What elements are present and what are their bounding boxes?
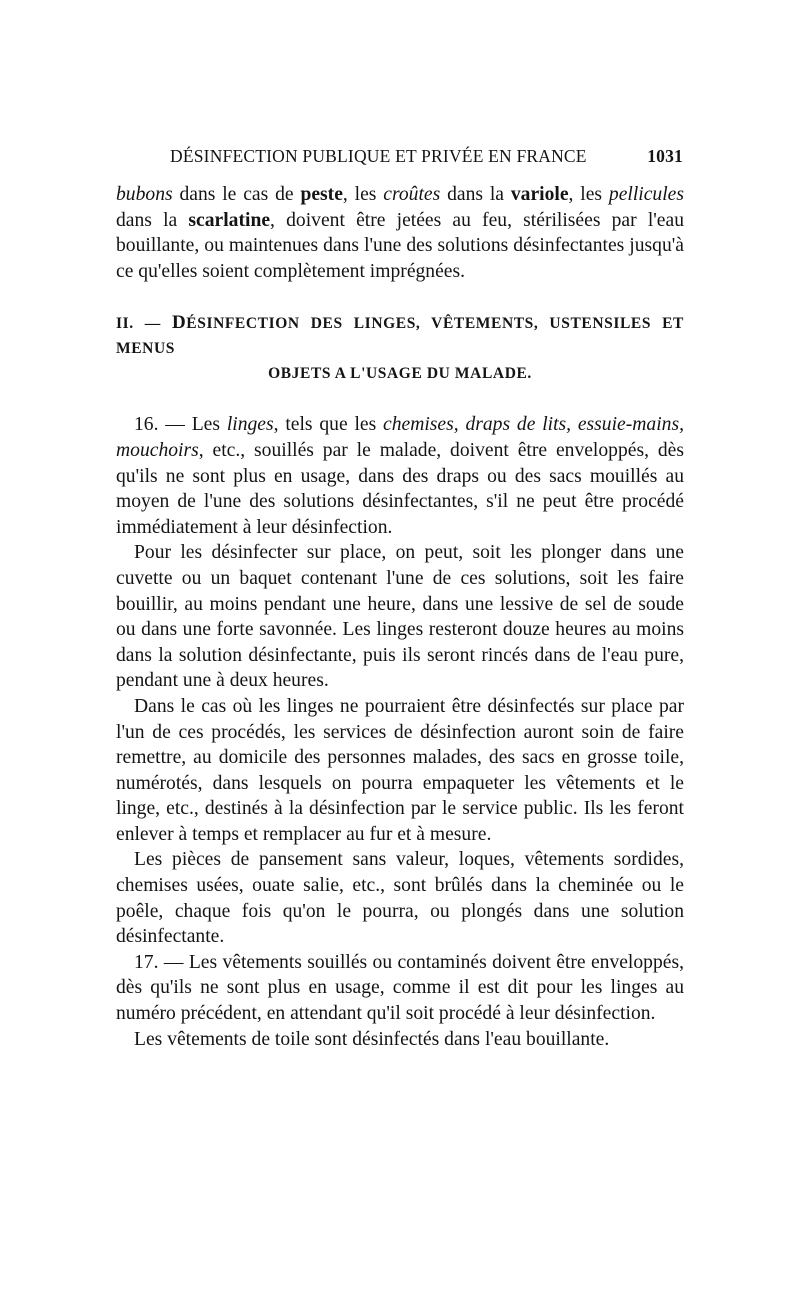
term-list-linen: chemises, draps de lits, essuie-mains, mouchoirs [116,414,684,461]
paragraph: Dans le cas où les linges ne pourraient être désinfectés sur place par l'un de ces procédés, les services de désinfection auront soin de faire remettre, au domicile des personnes malades, des sacs en grosse toile, numérotés, dans lesquels on pourra empaqueter les vêtements et le linge, etc., destinés à la désinfection par le service public. Ils les feront enlever à temps et remplacer au fur et à mesure. [116,695,684,845]
running-head [170,146,683,172]
section-heading-line-1 [116,310,684,361]
intro-text-3: dans la [440,184,511,205]
intro-text-5: dans la [116,209,189,231]
paragraph-17-text: Les vêtements souillés ou contaminés doivent être enveloppés, dès qu'ils ne sont plus en usage, comme il est dit pour les linges au numéro précédent, en attendant qu'il soit procédé à leur désinfection. [116,951,684,1025]
running-title: DÉSINFECTION PUBLIQUE ET PRIVÉE EN FRANCE [170,146,587,166]
intro-text-2: , les [342,184,384,205]
intro-text-4: , les [568,184,609,205]
section-heading [116,310,684,386]
term-pellicules: pellicules [608,184,684,205]
section-title-line-2: OBJETS A L'USAGE DU MALADE. [268,365,532,383]
intro-text-1: dans le cas de [172,184,301,205]
intro-text-6: , doivent être jetées au feu, stérilisées par l'eau bouillante, ou maintenues dans l'une des solutions désinfectantes jusqu'à ce qu'elles soient complètement imprégnées. [116,209,684,282]
term-linges: linges [226,414,274,436]
paragraph-16-text-3: , etc., souillés par le malade, doivent être enveloppés, dès qu'ils ne sont plus en usage, dans des draps ou des sacs mouillés au moyen de l'une des solutions désinfectantes, s'il ne peut être procédé immédiatement à leur désinfection. [116,439,684,538]
text-block [116,182,684,1052]
paragraph-16-text-2: , tels que les [273,414,384,436]
page-number: 1031 [647,146,683,166]
term-scarlatine: scarlatine [188,209,271,231]
paragraph-16 [116,412,684,540]
paragraph: Les pièces de pansement sans valeur, loques, vêtements sordides, chemises usées, ouate salie, etc., sont brûlés dans la cheminée ou le poêle, chaque fois qu'on le pourra, ou plongés dans une solution désinfectante. [116,849,684,948]
term-variole: variole [510,184,569,205]
intro-paragraph [116,182,684,284]
term-bubons: bubons [116,184,173,205]
paragraph-17-number: 17. — [134,951,189,973]
section-number: II. — [116,315,172,333]
paragraph-17 [116,950,684,1027]
term-peste: peste [300,184,343,205]
section-title-line-1: ÉSINFECTION DES LINGES, VÊTEMENTS, USTENSILES ET MENUS [116,315,684,358]
paragraph-16-text-1: Les [191,414,227,436]
section-initial: D [171,312,187,334]
paragraph: Pour les désinfecter sur place, on peut, soit les plonger dans une cuvette ou un baquet contenant l'une de ces solutions, soit les faire bouillir, au moins pendant une heure, dans une lessive de sel de soude ou dans une forte savonnée. Les linges resteront douze heures au moins dans la solution désinfectante, puis ils seront rincés dans de l'eau pure, pendant une à deux heures. [116,542,684,692]
paragraph-last: Les vêtements de toile sont désinfectés dans l'eau bouillante. [134,1028,610,1050]
paragraph-16-number: 16. — [134,414,192,436]
term-croutes: croûtes [383,184,441,205]
